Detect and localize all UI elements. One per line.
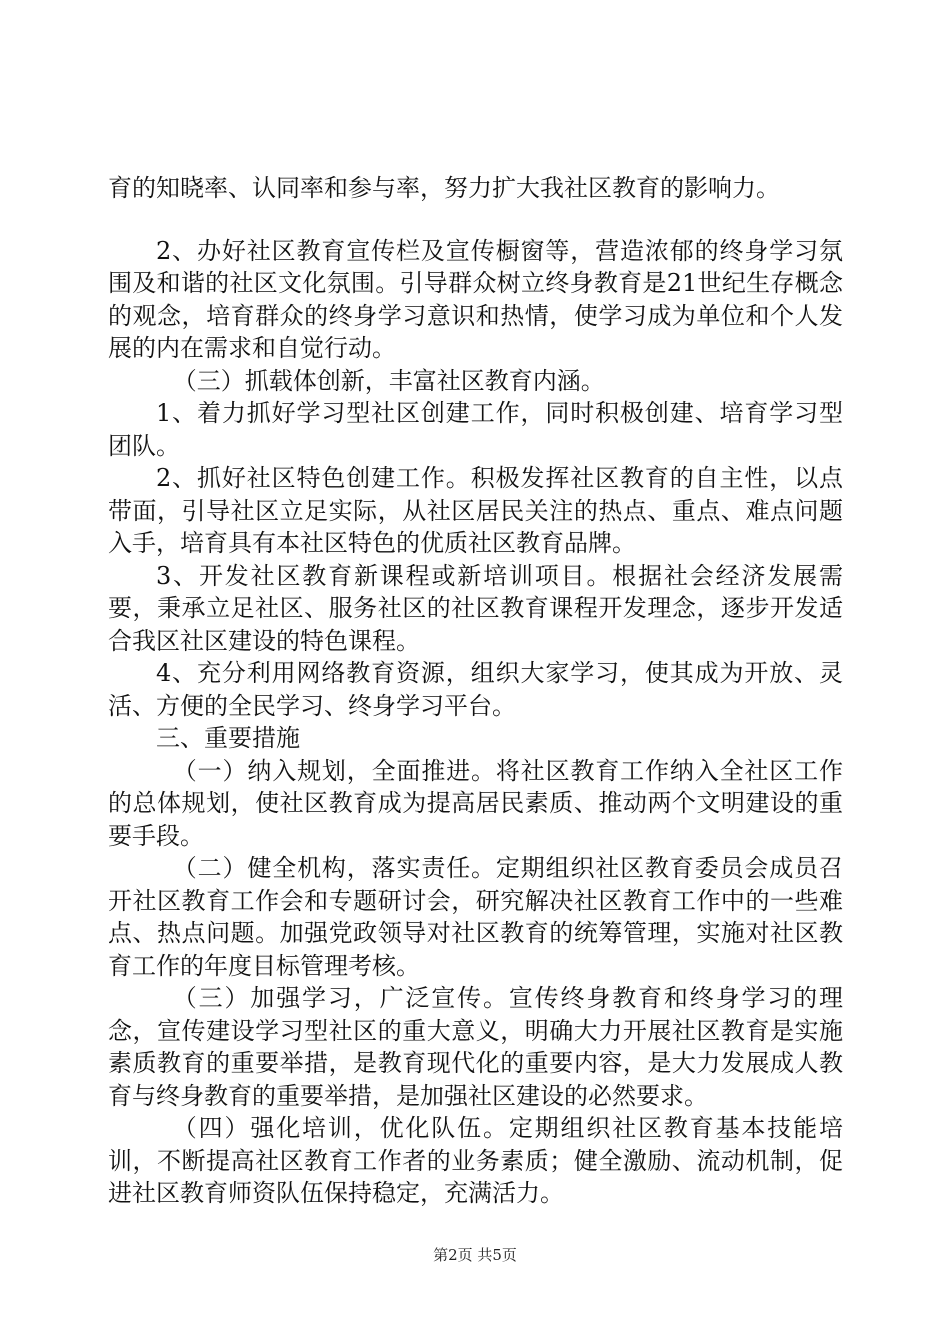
section-heading-carrier-innovation: （三）抓载体创新，丰富社区教育内涵。 [172,366,605,395]
paragraph-measure-4-training: （四）强化培训，优化队伍。定期组织社区教育基本技能培训，不断提高社区教育工作者的业务素质；健全激励、流动机制，促进社区教育师资队伍保持稳定，充满活力。 [108,1114,843,1207]
paragraph-item-1-learning-community: 1、着力抓好学习型社区创建工作，同时积极创建、培育学习型团队。 [108,399,843,460]
paragraph-item-4-network-resources: 4、充分利用网络教育资源，组织大家学习，使其成为开放、灵活、方便的全民学习、终身学习平台。 [108,659,843,720]
page-number-footer: 第2页 共5页 [433,1246,517,1264]
paragraph-continuation: 育的知晓率、认同率和参与率，努力扩大我社区教育的影响力。 [108,174,780,202]
paragraph-measure-3-publicity: （三）加强学习，广泛宣传。宣传终身教育和终身学习的理念，宣传建设学习型社区的重大意义，明确大力开展社区教育是实施素质教育的重要举措，是教育现代化的重要内容，是大力发展成人教育与终身教育的重要举措，是加强社区建设的必然要求。 [108,984,843,1110]
paragraph-item-3-new-courses: 3、开发社区教育新课程或新培训项目。根据社会经济发展需要，秉承立足社区、服务社区的社区教育课程开发理念，逐步开发适合我区社区建设的特色课程。 [108,561,843,655]
paragraph-item-2-characteristics: 2、抓好社区特色创建工作。积极发挥社区教育的自主性，以点带面，引导社区立足实际，从社区居民关注的热点、重点、难点问题入手，培育具有本社区特色的优质社区教育品牌。 [108,464,843,557]
paragraph-item-2-publicity: 2、办好社区教育宣传栏及宣传橱窗等，营造浓郁的终身学习氛围及和谐的社区文化氛围。引导群众树立终身教育是21世纪生存概念的观念，培育群众的终身学习意识和热情，使学习成为单位和个人发展的内在需求和自觉行动。 [108,236,843,362]
paragraph-gap [108,205,843,235]
paragraph-measure-2-organization: （二）健全机构，落实责任。定期组织社区教育委员会成员召开社区教育工作会和专题研讨会，研究解决社区教育工作中的一些难点、热点问题。加强党政领导对社区教育的统筹管理，实施对社区教育工作的年度目标管理考核。 [108,854,843,980]
section-heading-key-measures: 三、重要措施 [156,724,300,752]
document-body [108,172,843,1210]
paragraph-measure-1-planning: （一）纳入规划，全面推进。将社区教育工作纳入全社区工作的总体规划，使社区教育成为提高居民素质、推动两个文明建设的重要手段。 [108,756,843,850]
